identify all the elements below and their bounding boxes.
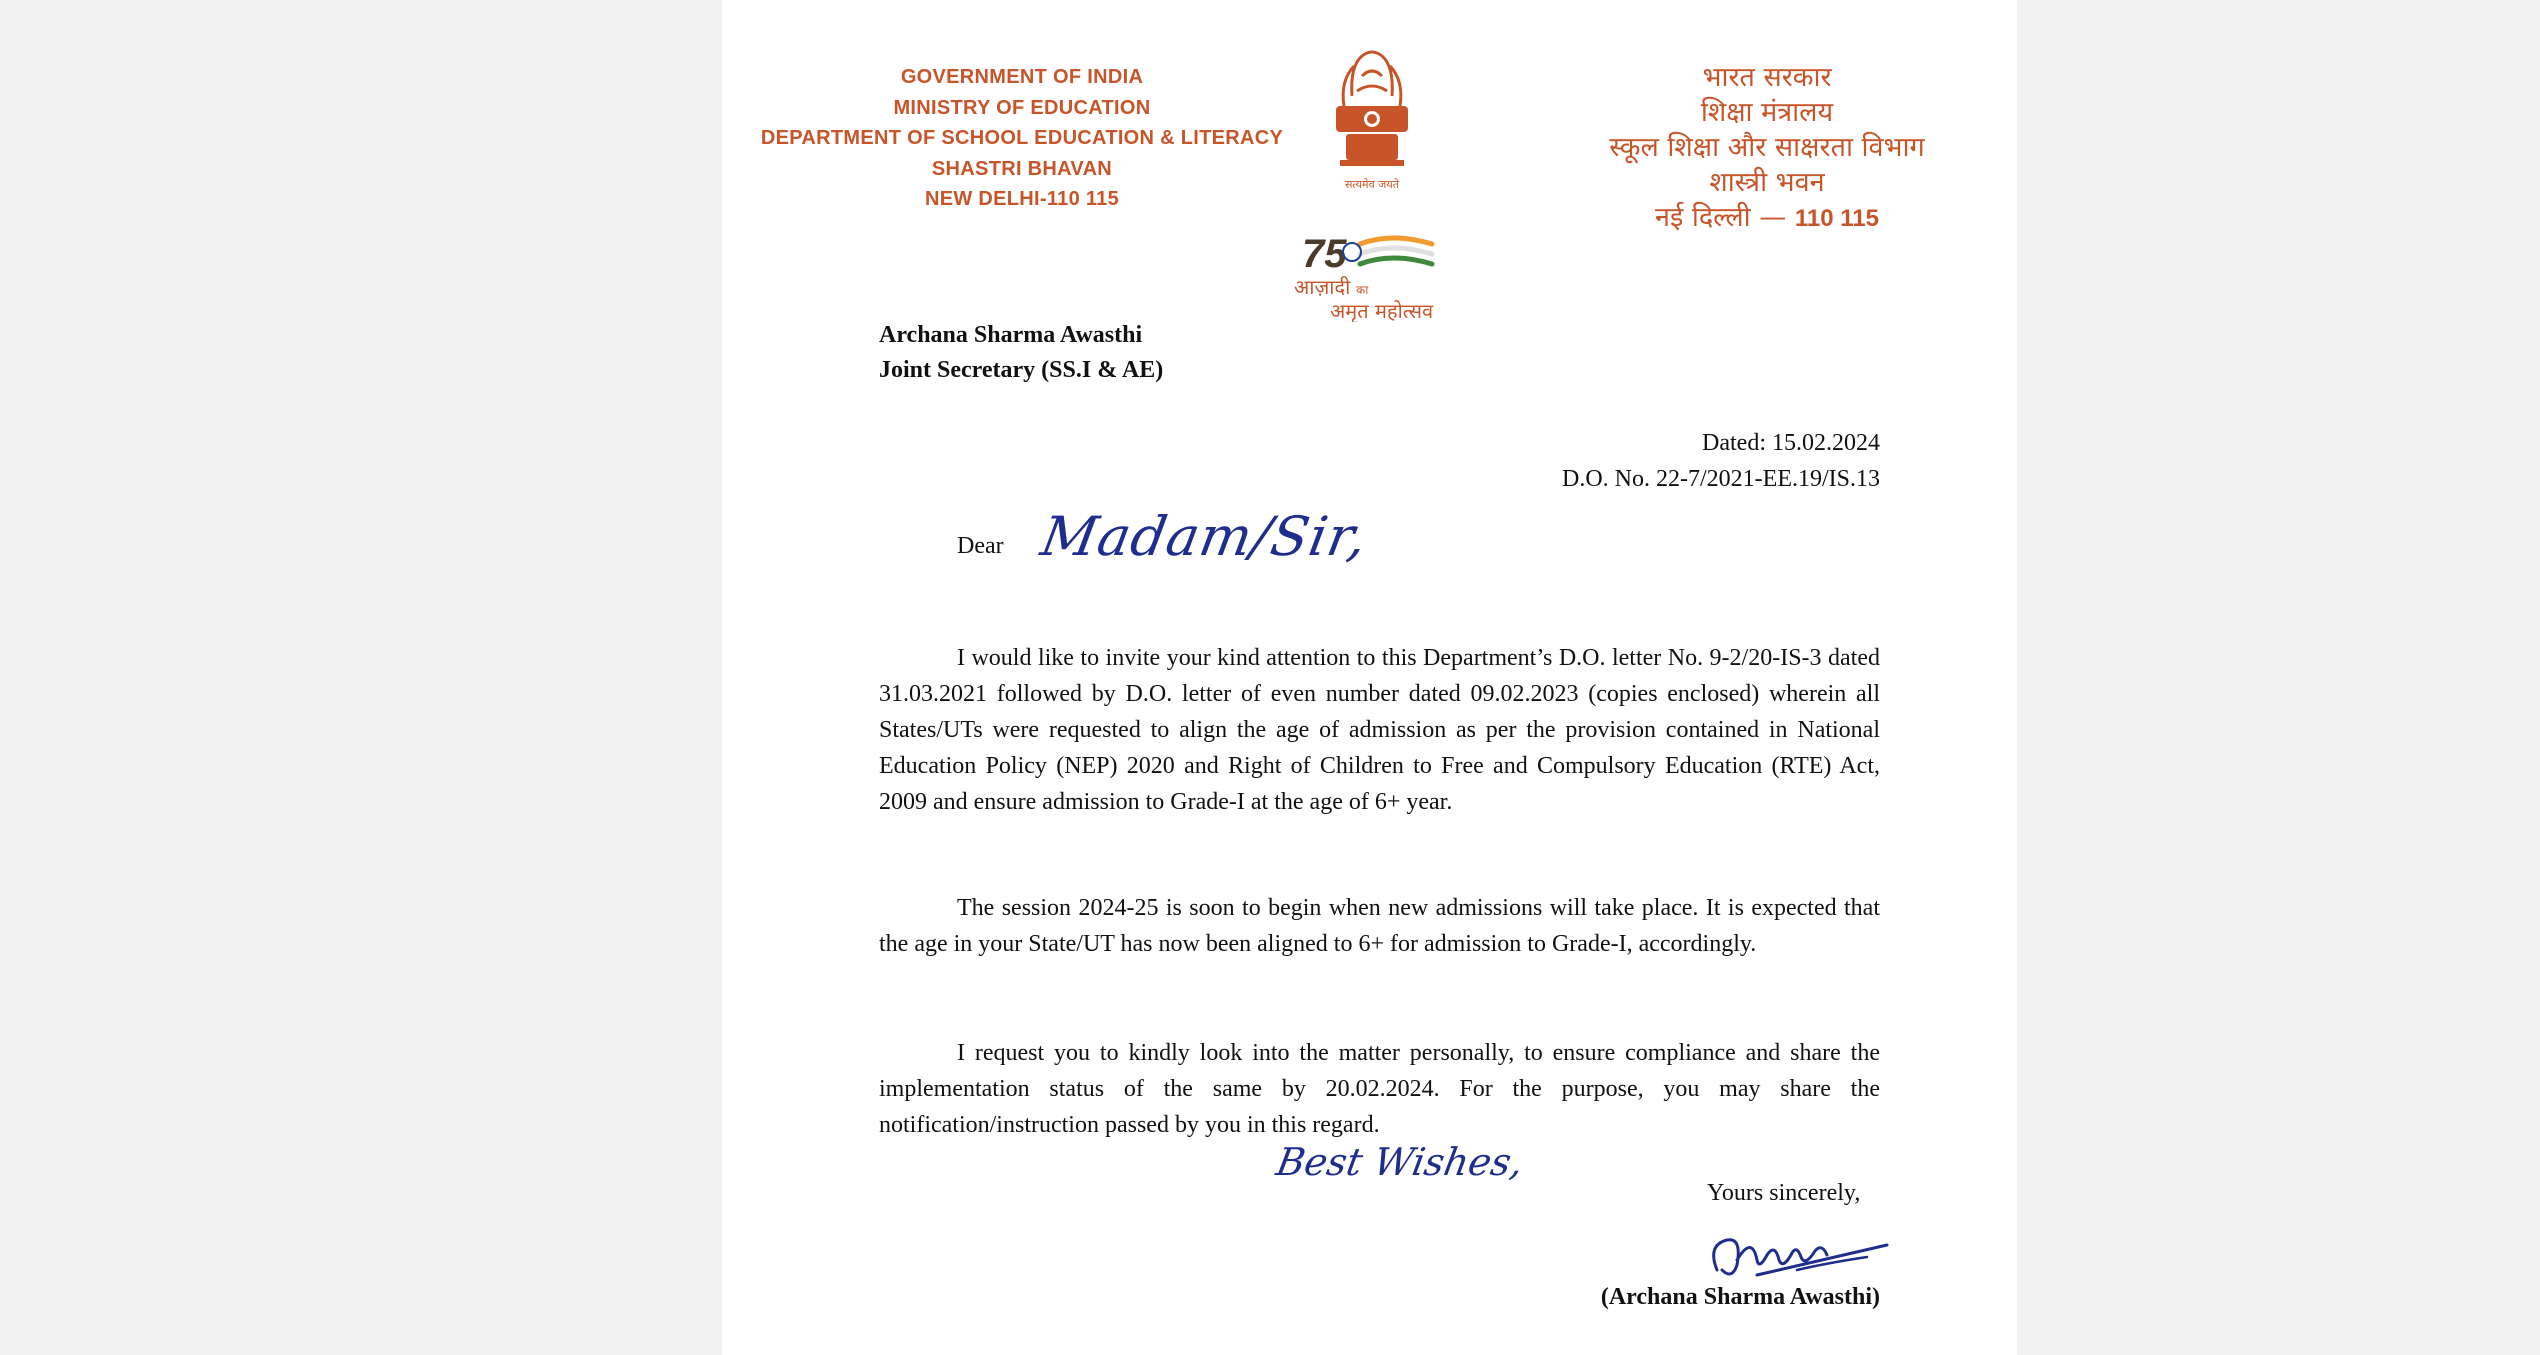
national-emblem-icon [1322, 36, 1422, 221]
letterhead-en-line1: GOVERNMENT OF INDIA [900, 66, 1144, 88]
letterhead-hi-pin: 110 115 [1794, 205, 1879, 232]
letterhead-hi-city: नई दिल्ली [1655, 202, 1751, 233]
letterhead-hindi [1572, 60, 1962, 236]
body-paragraph-3: I request you to kindly look into the matter personally, to ensure compliance and share the implementation status of the same by 20.02.2024. For the purpose, you may share the notification/instruction passed by you in this regard. [879, 1040, 1880, 1138]
closing-yours-sincerely: Yours sincerely, [1707, 1180, 1861, 1206]
letterhead-en-line3: DEPARTMENT OF SCHOOL EDUCATION & LITERACY [760, 127, 1284, 149]
logo-line2: अमृत महोत्सव [1330, 299, 1434, 322]
sender-name: Archana Sharma Awasthi [879, 322, 1143, 348]
body-paragraph-1: I would like to invite your kind attention to this Department’s D.O. letter No. 9-2/20-IS-3 dated 31.03.2021 followed by D.O. letter of even number dated 09.02.2023 (copies enclosed) wherein all States/UTs were requested to align the age of admission as per the provision contained in National Education Policy (NEP) 2020 and Right of Children to Free and Compulsory Education (RTE) Act, 2009 and ensure admission to Grade-I at the age of 6+ year. [879, 645, 1880, 815]
logo-ka: का [1356, 283, 1369, 297]
letter-date: Dated: 15.02.2024 [1702, 430, 1880, 456]
logo-number: 75 [1302, 232, 1347, 276]
sender-designation: Joint Secretary (SS.I & AE) [879, 357, 1164, 383]
letterhead-hi-line1: भारत सरकार [1702, 62, 1832, 93]
greeting-dear: Dear [957, 533, 1004, 559]
handwritten-salutation: Madam/Sir, [1036, 505, 1373, 568]
letterhead-english [722, 62, 1322, 215]
azadi-ka-amrit-mahotsav-logo [1282, 222, 1462, 322]
handwritten-best-wishes: Best Wishes, [1273, 1140, 1527, 1184]
letterhead-hi-line2: शिक्षा मंत्रालय [1700, 97, 1834, 128]
letterhead-hi-line4: शास्त्री भवन [1709, 167, 1825, 198]
do-number: D.O. No. 22-7/2021-EE.19/IS.13 [1562, 466, 1880, 492]
sender-block [879, 318, 1163, 388]
signatory-name: (Archana Sharma Awasthi) [1600, 1284, 1880, 1310]
letterhead-en-line4: SHASTRI BHAVAN [931, 157, 1113, 180]
body-paragraph-2: The session 2024-25 is soon to begin when new admissions will take place. It is expected that the age in your State/UT has now been aligned to 6+ for admission to Grade-I, accordingly. [879, 895, 1880, 957]
letterhead-en-line2: MINISTRY OF EDUCATION [893, 96, 1151, 119]
emblem-motto: सत्यमेव जयते [1344, 178, 1400, 191]
signature-image [1697, 1215, 1897, 1295]
letter-page [722, 0, 2017, 1355]
reference-block [1422, 425, 1880, 497]
letterhead-hi-line5: नई दिल्ली — 110 115 [1655, 202, 1879, 233]
logo-line1: आज़ादी [1294, 275, 1351, 299]
letterhead-hi-line3: स्कूल शिक्षा और साक्षरता विभाग [1609, 132, 1925, 163]
letterhead-en-line5: NEW DELHI-110 115 [924, 188, 1120, 210]
